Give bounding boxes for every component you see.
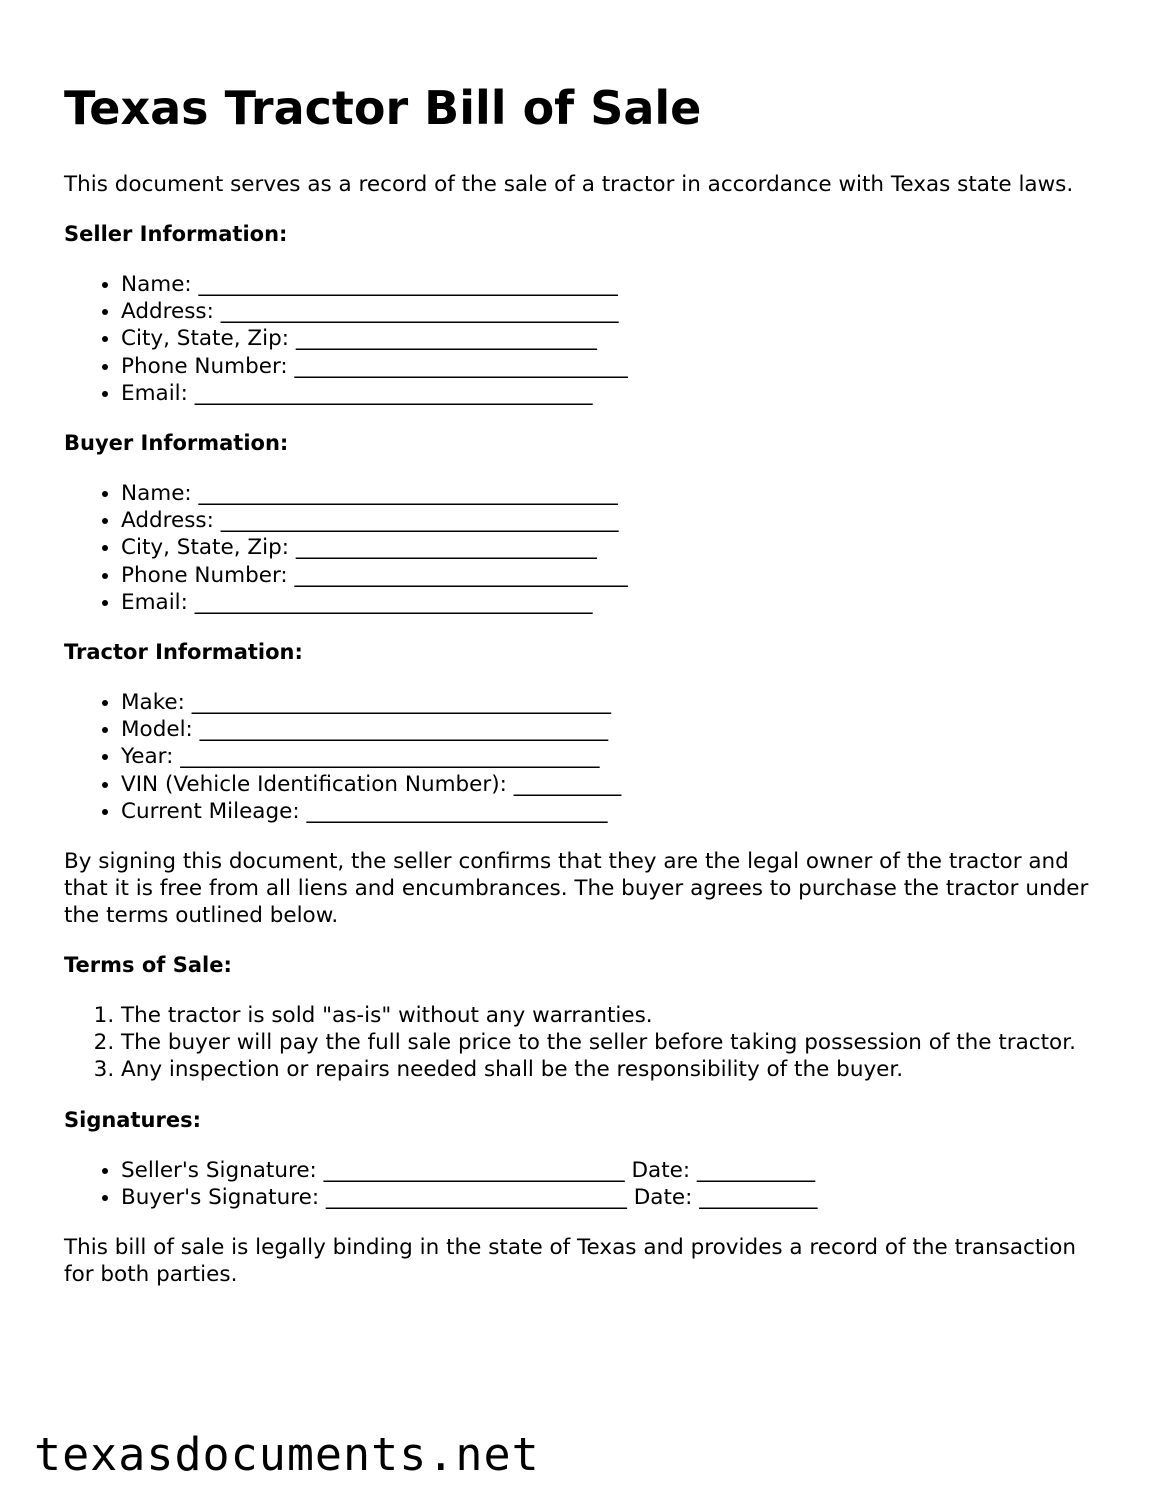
seller-field-list: [64, 271, 1104, 407]
buyer-name-field[interactable]: • Name: _______________________________________: [121, 480, 1104, 507]
terms-item: 3. Any inspection or repairs needed shall be the responsibility of the buyer.: [121, 1056, 1104, 1083]
tractor-mileage-field[interactable]: • Current Mileage: ____________________________: [121, 798, 1104, 825]
buyer-signature-line[interactable]: • Buyer's Signature: ____________________________ Date: ___________: [121, 1184, 1104, 1211]
ownership-statement: By signing this document, the seller confirms that they are the legal owner of the tractor and that it is free from all liens and encumbrances. The buyer agrees to purchase the tractor under the terms outlined below.: [64, 849, 1089, 929]
seller-heading: Seller Information:: [64, 222, 288, 246]
terms-heading: Terms of Sale:: [64, 953, 232, 978]
watermark-footer: texasdocuments.net: [34, 1428, 540, 1481]
terms-item: 1. The tractor is sold "as-is" without any warranties.: [121, 1002, 1104, 1029]
document-page: [64, 78, 1104, 1311]
seller-city-state-zip-field[interactable]: • City, State, Zip: ____________________________: [121, 325, 1104, 352]
terms-list: [64, 1002, 1104, 1084]
closing-paragraph: This bill of sale is legally binding in the state of Texas and provides a record of the transaction for both parties.: [64, 1235, 1077, 1288]
tractor-make-field[interactable]: • Make: _______________________________________: [121, 689, 1104, 716]
signatures-list: [64, 1157, 1104, 1211]
buyer-field-list: [64, 480, 1104, 616]
buyer-heading: Buyer Information:: [64, 431, 289, 456]
buyer-address-field[interactable]: • Address: _____________________________________: [121, 507, 1104, 534]
buyer-phone-field[interactable]: • Phone Number: _______________________________: [121, 562, 1104, 589]
seller-signature-line[interactable]: • Seller's Signature: ____________________________ Date: ___________: [121, 1157, 1104, 1184]
seller-name-field[interactable]: • Name: _______________________________________: [121, 271, 1104, 298]
intro-paragraph: This document serves as a record of the sale of a tractor in accordance with Texas state laws.: [64, 172, 1074, 197]
signatures-heading: Signatures:: [64, 1107, 201, 1132]
tractor-year-field[interactable]: • Year: _______________________________________: [121, 743, 1104, 770]
seller-email-field[interactable]: • Email: _____________________________________: [121, 380, 1104, 407]
tractor-field-list: [64, 689, 1104, 825]
buyer-email-field[interactable]: • Email: _____________________________________: [121, 589, 1104, 616]
seller-phone-field[interactable]: • Phone Number: _______________________________: [121, 353, 1104, 380]
buyer-city-state-zip-field[interactable]: • City, State, Zip: ____________________________: [121, 534, 1104, 561]
seller-address-field[interactable]: • Address: _____________________________________: [121, 298, 1104, 325]
tractor-vin-field[interactable]: • VIN (Vehicle Identification Number): __________: [121, 771, 1104, 798]
tractor-heading: Tractor Information:: [64, 640, 303, 665]
tractor-model-field[interactable]: • Model: ______________________________________: [121, 716, 1104, 743]
terms-item: 2. The buyer will pay the full sale price to the seller before taking possession of the tractor.: [121, 1029, 1104, 1056]
page-title: Texas Tractor Bill of Sale: [64, 81, 702, 135]
